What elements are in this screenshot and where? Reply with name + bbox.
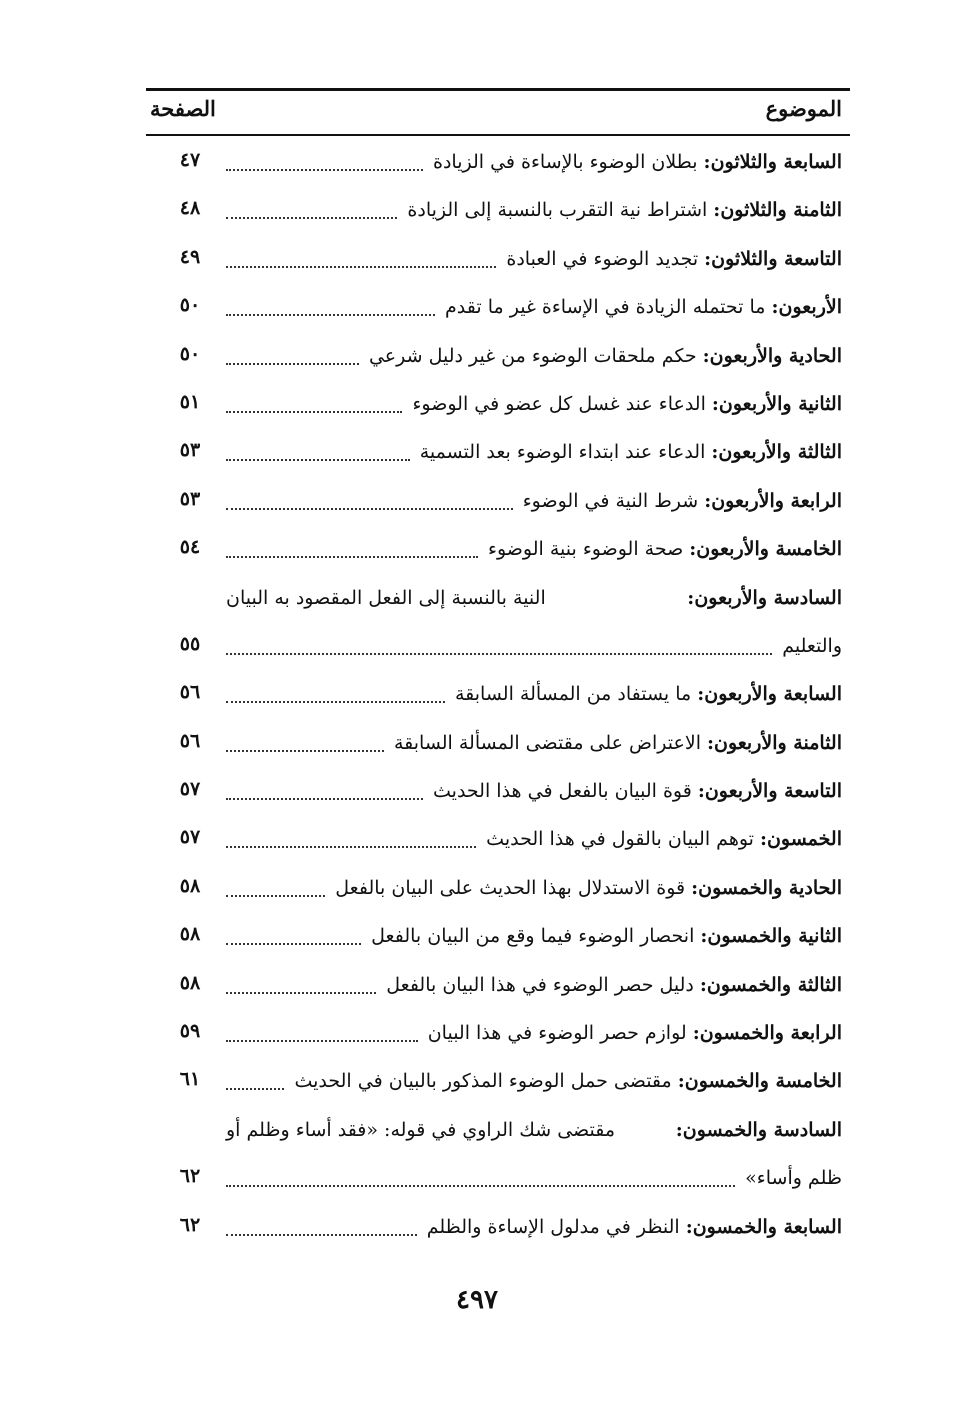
dot-leader (226, 207, 397, 219)
entry-page-number: ٥٣ (179, 439, 201, 462)
entry-colon: : (700, 925, 708, 948)
entry-heading (692, 780, 842, 802)
toc-entry[interactable] (146, 532, 850, 580)
entry-title-continued: ظلم وأساء» (745, 1166, 842, 1189)
entry-title: الدعاء عند غسل كل عضو في الوضوء (412, 392, 706, 415)
entry-page-number: ٥١ (179, 390, 201, 413)
entry-title: لوازم حصر الوضوء في هذا البيان (427, 1022, 687, 1045)
entry-line (226, 242, 842, 276)
dot-leader (226, 546, 478, 558)
entry-title: مقتضى شك الراوي في قوله: «فقد أساء وظلم أو (226, 1118, 616, 1141)
entry-page-number: ٥٧ (179, 778, 201, 801)
entry-page-number: ٥٦ (179, 729, 201, 752)
entry-page-number: ٥٤ (179, 536, 201, 559)
entry-title: بطلان الوضوء بالإساءة في الزيادة (432, 151, 698, 173)
entry-page-number: ٦٢ (179, 1164, 201, 1187)
entry-colon: : (771, 296, 779, 319)
toc-entry[interactable] (146, 726, 850, 774)
entry-title: توهم البيان بالقول في هذا الحديث (486, 828, 754, 851)
entry-page-number: ٤٩ (179, 245, 201, 268)
entry-colon: : (697, 780, 705, 803)
entry-label: الحادية والأربعون (709, 344, 842, 367)
entry-label: السابعة والخمسون (692, 1215, 842, 1238)
toc-entry[interactable] (146, 435, 850, 483)
toc-entry[interactable] (146, 339, 850, 387)
entry-title: صحة الوضوء بنية الوضوء (488, 538, 684, 561)
entry-page-number: ٥٩ (179, 1020, 201, 1043)
entry-title: اشتراط نية التقرب بالنسبة إلى الزيادة (407, 199, 708, 222)
dot-leader (226, 1030, 418, 1042)
entry-title: قوة الاستدلال بهذا الحديث على البيان بالفعل (335, 876, 686, 899)
entry-label: الرابعة والخمسون (699, 1022, 842, 1045)
entry-page-number: ٥٦ (179, 681, 201, 704)
entry-line (226, 1210, 842, 1244)
entry-line (226, 193, 842, 227)
toc-entry[interactable] (146, 919, 850, 967)
dot-leader (226, 449, 410, 461)
entry-title: ما يستفاد من المسألة السابقة (454, 683, 692, 706)
toc-entry[interactable] (146, 774, 850, 822)
toc-entry[interactable] (146, 968, 850, 1016)
entry-page-number: ٤٧ (179, 149, 201, 171)
dot-leader (226, 1078, 284, 1090)
entry-label: الخامسة والأربعون (696, 538, 842, 561)
entry-label: الخمسون (766, 828, 842, 851)
dot-leader (226, 401, 402, 413)
dot-leader (226, 691, 445, 703)
entry-heading (680, 1216, 842, 1238)
entry-page-number: ٥٧ (179, 826, 201, 849)
entry-colon: : (689, 538, 697, 561)
dot-leader (226, 159, 423, 171)
entry-line (226, 871, 842, 905)
page-number: ٤٩٧ (456, 1285, 498, 1315)
entry-heading (754, 828, 842, 850)
dot-leader (226, 1175, 735, 1187)
entry-line (226, 1016, 842, 1050)
entry-line-continued (226, 1161, 842, 1195)
toc-entry[interactable] (146, 581, 850, 678)
toc-entry[interactable] (146, 1064, 850, 1112)
entry-line (226, 968, 842, 1002)
entry-heading (681, 587, 842, 609)
toc-entry[interactable] (146, 145, 850, 193)
entry-page-number: ٥٥ (179, 632, 201, 655)
entry-label: السادسة والخمسون (682, 1118, 842, 1141)
entry-line-continued (226, 629, 842, 663)
entry-page-number: ٥٨ (179, 874, 201, 897)
entry-title: النظر في مدلول الإساءة والظلم (426, 1215, 680, 1238)
dot-leader (226, 256, 496, 268)
table-header (146, 96, 850, 128)
entry-colon: : (711, 392, 719, 415)
entry-line (226, 532, 842, 566)
dot-leader (226, 643, 772, 655)
entry-colon: : (691, 876, 699, 899)
entry-label: الثانية والأربعون (718, 392, 842, 415)
entry-heading (698, 151, 842, 173)
entry-colon: : (704, 247, 712, 270)
entry-heading (765, 296, 842, 318)
entry-page-number: ٦١ (179, 1068, 201, 1091)
toc-entry[interactable] (146, 387, 850, 435)
entry-page-number: ٥٠ (179, 342, 201, 365)
entry-colon: : (687, 586, 695, 609)
entry-line (226, 919, 842, 953)
dot-leader (226, 304, 435, 316)
entry-line (226, 484, 842, 518)
entry-label: الثالثة والأربعون (718, 441, 842, 464)
entry-colon: : (699, 973, 707, 996)
toc-entry[interactable] (146, 1016, 850, 1064)
entry-label: الثامنة والثلاثون (720, 199, 842, 222)
entry-title-continued: والتعليم (782, 634, 842, 657)
entry-page-number: ٥٨ (179, 923, 201, 946)
entry-line (226, 1064, 842, 1098)
entry-line (226, 290, 842, 324)
dot-leader (226, 788, 423, 800)
entry-title: انحصار الوضوء فيما وقع من البيان بالفعل (371, 925, 695, 948)
table-of-contents (146, 145, 850, 1258)
toc-entry[interactable] (146, 1113, 850, 1210)
entry-heading (683, 538, 842, 560)
entry-page-number: ٦٢ (179, 1213, 201, 1236)
dot-leader (226, 982, 376, 994)
entry-line (226, 387, 842, 421)
entry-label: السادسة والأربعون (694, 586, 842, 609)
entry-colon: : (713, 199, 721, 222)
entry-heading (672, 1070, 842, 1092)
entry-heading (705, 441, 842, 463)
dot-leader (226, 836, 476, 848)
dot-leader (226, 933, 361, 945)
toc-entry[interactable] (146, 290, 850, 338)
entry-line (226, 339, 842, 373)
entry-line (226, 822, 842, 856)
entry-colon: : (706, 731, 714, 754)
entry-colon: : (711, 441, 719, 464)
entry-label: الخامسة والخمسون (684, 1070, 842, 1093)
entry-title: النية بالنسبة إلى الفعل المقصود به البيان (226, 586, 546, 609)
toc-entry[interactable] (146, 822, 850, 870)
toc-entry[interactable] (146, 484, 850, 532)
entry-label: الرابعة والأربعون (711, 489, 842, 512)
entry-heading (698, 248, 842, 270)
entry-title: مقتضى حمل الوضوء المذكور بالبيان في الحديث (294, 1070, 672, 1093)
dot-leader (226, 498, 513, 510)
entry-label: الثانية والخمسون (707, 925, 842, 948)
entry-heading (670, 1119, 842, 1141)
entry-heading (697, 345, 842, 367)
entry-heading (685, 877, 842, 899)
entry-line (226, 774, 842, 808)
toc-entry[interactable] (146, 193, 850, 241)
entry-colon: : (759, 828, 767, 851)
toc-entry[interactable] (146, 242, 850, 290)
entry-title: شرط النية في الوضوء (522, 489, 699, 512)
toc-entry[interactable] (146, 871, 850, 919)
entry-label: الحادية والخمسون (698, 876, 842, 899)
entry-colon: : (703, 151, 711, 173)
entry-title: تجديد الوضوء في العبادة (506, 247, 699, 270)
entry-heading (706, 393, 842, 415)
entry-heading (694, 974, 842, 996)
entry-heading (698, 490, 842, 512)
entry-line (226, 435, 842, 469)
entry-page-number: ٥٠ (179, 294, 201, 317)
entry-page-number: ٤٨ (179, 197, 201, 220)
entry-colon: : (704, 489, 712, 512)
entry-label: الأربعون (778, 296, 842, 319)
entry-title: قوة البيان بالفعل في هذا الحديث (433, 780, 692, 803)
dot-leader (226, 1224, 417, 1236)
dot-leader (226, 353, 359, 365)
entry-label: الثالثة والخمسون (706, 973, 842, 996)
entry-line (226, 677, 842, 711)
entry-label: التاسعة والثلاثون (711, 247, 842, 270)
entry-colon: : (685, 1215, 693, 1238)
entry-page-number: ٥٨ (179, 971, 201, 994)
entry-colon: : (675, 1118, 683, 1141)
entry-title: الاعتراض على مقتضى المسألة السابقة (393, 731, 701, 754)
entry-label: الثامنة والأربعون (714, 731, 842, 754)
entry-title: ما تحتمله الزيادة في الإساءة غير ما تقدم (445, 296, 766, 319)
page-column-header: الصفحة (150, 96, 216, 121)
entry-label: التاسعة والأربعون (704, 780, 842, 803)
entry-label: السابعة والثلاثون (710, 151, 842, 173)
toc-entry[interactable] (146, 1210, 850, 1258)
top-rule (146, 88, 850, 91)
entry-heading (691, 683, 842, 705)
entry-line (226, 581, 842, 615)
dot-leader (226, 885, 325, 897)
entry-line (226, 726, 842, 760)
entry-line (226, 145, 842, 179)
entry-heading (707, 199, 842, 221)
entry-title: حكم ملحقات الوضوء من غير دليل شرعي (368, 344, 697, 367)
entry-heading (687, 1022, 842, 1044)
entry-colon: : (697, 683, 705, 706)
entry-title: الدعاء عند ابتداء الوضوء بعد التسمية (419, 441, 706, 464)
entry-line (226, 1113, 842, 1147)
entry-page-number: ٥٣ (179, 487, 201, 510)
entry-title: دليل حصر الوضوء في هذا البيان بالفعل (386, 973, 694, 996)
toc-entry[interactable] (146, 677, 850, 725)
entry-colon: : (677, 1070, 685, 1093)
entry-label: السابعة والأربعون (704, 683, 842, 706)
entry-heading (701, 732, 842, 754)
topic-column-header: الموضوع (765, 96, 842, 121)
entry-colon: : (692, 1022, 700, 1045)
entry-colon: : (702, 344, 710, 367)
entry-heading (694, 925, 842, 947)
dot-leader (226, 740, 384, 752)
header-rule (146, 134, 850, 136)
